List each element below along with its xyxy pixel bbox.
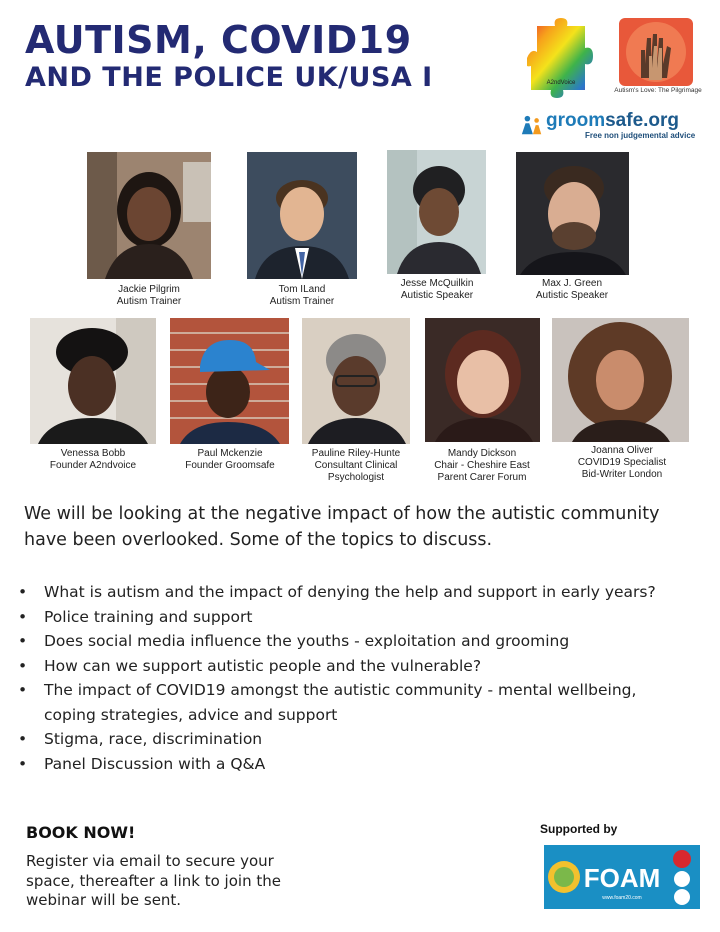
register-text (26, 852, 326, 911)
list-item-continuation: coping strategies, advice and support (44, 705, 338, 724)
speaker-caption (97, 284, 201, 308)
speaker-role: Chair - Cheshire East (434, 460, 530, 471)
a2ndvoice-puzzle-logo (527, 18, 593, 98)
speaker-name: Joanna Oliver (591, 445, 653, 456)
speaker-photo-tom (247, 152, 357, 279)
hands-logo (619, 18, 693, 86)
speaker-photo-mandy (425, 318, 540, 442)
list-item: • How can we support autistic people and the vulnerable? (18, 654, 713, 679)
speaker-photo-max (516, 152, 629, 275)
groomsafe-people-icon (520, 114, 544, 138)
intro-line: have been overlooked. Some of the topics to discuss. (24, 530, 493, 550)
speaker-photo-joanna (552, 318, 689, 442)
groomsafe-name-b: safe.org (605, 110, 680, 131)
list-item: • Police training and support (18, 605, 713, 630)
puzzle-logo-text: A2ndVoice (546, 80, 576, 86)
speaker-role: Autism Trainer (116, 296, 182, 307)
page-subtitle: AND THE POLICE UK/USA I (25, 62, 433, 93)
page-title: AUTISM, COVID19 (25, 18, 412, 62)
register-line: space, thereafter a link to join the (26, 871, 281, 890)
speaker-caption (178, 448, 282, 472)
list-item: • Panel Discussion with a Q&A (18, 752, 713, 777)
speaker-role: Autistic Speaker (400, 290, 474, 301)
topics-list (18, 580, 713, 776)
register-line: Register via email to secure your (26, 852, 274, 870)
speaker-caption (304, 448, 408, 484)
speaker-photo-jackie (87, 152, 211, 279)
speaker-name: Pauline Riley-Hunte (311, 448, 401, 459)
intro-line: We will be looking at the negative impact of how the autistic community (24, 504, 660, 524)
speaker-caption (520, 278, 624, 302)
speaker-caption (41, 448, 145, 472)
list-item: • What is autism and the impact of denying the help and support in early years? (18, 580, 713, 605)
intro-text (24, 501, 714, 553)
book-now-heading: BOOK NOW! (26, 823, 136, 842)
speaker-name: Paul Mckenzie (197, 448, 263, 459)
speaker-photo-venessa (30, 318, 156, 444)
speaker-caption (570, 445, 674, 481)
speaker-role-line2: Parent Carer Forum (437, 472, 527, 483)
speaker-photo-paul (170, 318, 289, 444)
speaker-name: Mandy Dickson (447, 448, 517, 459)
speaker-role: COVID19 Specialist (577, 457, 667, 468)
groomsafe-tagline: Free non judgemental advice (585, 131, 696, 140)
speaker-caption (250, 284, 354, 308)
speaker-name: Jackie Pilgrim (118, 284, 180, 295)
speaker-photo-jesse (387, 150, 486, 274)
speaker-caption (430, 448, 534, 484)
speaker-photo-pauline (302, 318, 410, 444)
foam-logo-text: FOAM (583, 863, 661, 893)
list-item: • Does social media influence the youths - exploitation and grooming (18, 629, 713, 654)
supported-by-label: Supported by (540, 822, 618, 836)
speaker-name: Jesse McQuilkin (400, 278, 474, 289)
speaker-role-line2: Psychologist (327, 472, 385, 483)
foam-logo (544, 845, 700, 909)
speaker-role-line2: Bid-Writer London (581, 469, 663, 480)
speaker-role: Autism Trainer (269, 296, 335, 307)
speaker-role: Founder A2ndvoice (49, 460, 137, 471)
register-line: webinar will be sent. (26, 891, 182, 909)
speaker-role: Autistic Speaker (535, 290, 609, 301)
hands-logo-caption: Autism's Love: The Pilgrimage (614, 87, 702, 94)
list-item: • The impact of COVID19 amongst the autistic community - mental wellbeing, (18, 678, 713, 703)
speaker-role: Consultant Clinical (314, 460, 398, 471)
groomsafe-name-a: groom (546, 110, 606, 131)
groomsafe-name (546, 110, 679, 132)
speaker-caption (385, 278, 489, 302)
speaker-name: Max J. Green (541, 278, 603, 289)
speaker-name: Venessa Bobb (60, 448, 126, 459)
foam-logo-url: www.foam20.com (602, 895, 642, 901)
speaker-name: Tom ILand (278, 284, 326, 295)
list-item: • Stigma, race, discrimination (18, 727, 713, 752)
speaker-role: Founder Groomsafe (185, 460, 275, 471)
